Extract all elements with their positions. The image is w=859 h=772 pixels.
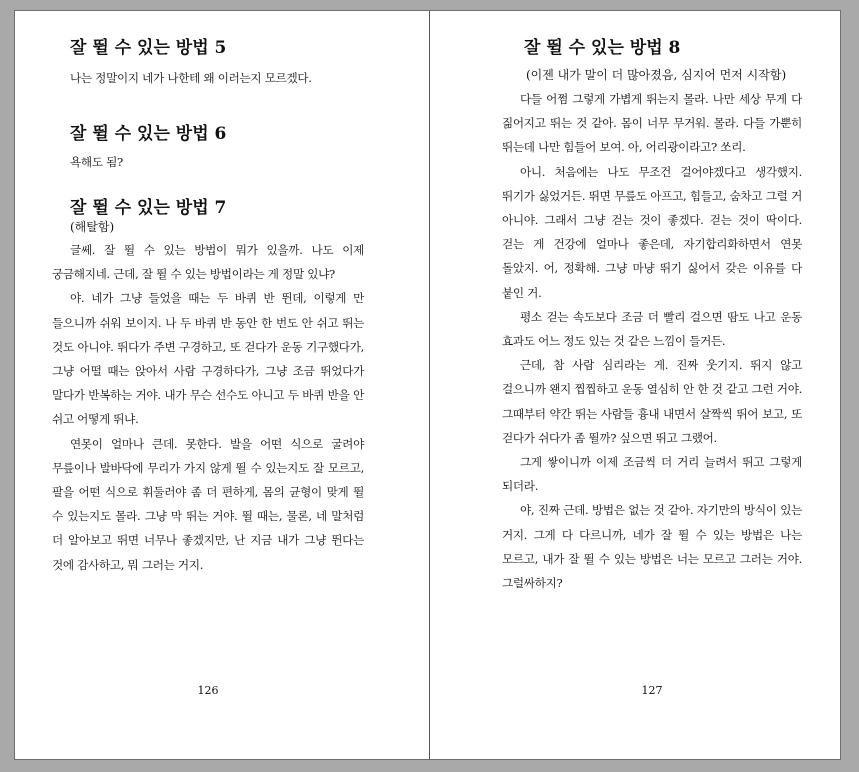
paragraph: 야. 네가 그냥 들었을 때는 두 바퀴 반 뛴데, 이렇게 만 들으니까 쉬워 보이지. 나 두 바퀴 반 동안 한 번도 안 쉬고 뛰는 것도 아니야. 뛰다가 주변 구경하고, 또 걷다가 운동 기구했다가, 그냥 어떨 때는 앉아서 사람 구경하다가, 그냥 조금 뛰었다가 말다가 반복하는 거야. 내가 무슨 선수도 아니고 두 바퀴 반을 안 쉬고 어떻게 뛰냐.: [52, 291, 364, 427]
section-body: [70, 150, 399, 174]
section-heading: 잘 뛸 수 있는 방법 5: [70, 38, 227, 58]
section-heading: 잘 뛸 수 있는 방법 6: [70, 124, 227, 144]
paragraph: 평소 걷는 속도보다 조금 더 빨리 걸으면 땀도 나고 운동 효과도 어느 정도 있는 것 같은 느낌이 들거든.: [502, 309, 802, 349]
paragraph: 나는 정말이지 네가 나한테 왜 이러는지 모르겠다.: [70, 71, 312, 85]
page-gutter: [429, 11, 430, 759]
left-page: [52, 11, 399, 759]
section-note: (해탈함): [70, 220, 115, 234]
right-page: [502, 11, 820, 759]
paragraph: 야, 진짜 근데. 방법은 없는 것 같아. 자기만의 방식이 있는 거지. 그게 다 다르니까, 네가 잘 뛸 수 있는 방법은 나는 모르고, 내가 잘 뛸 수 있는 방법은 너는 모르고 그러는 거야. 그럴싸하지?: [502, 503, 802, 591]
page-number: 127: [641, 684, 663, 697]
book-spread: [14, 10, 841, 760]
section-body: [52, 238, 364, 577]
paragraph: 아니. 처음에는 나도 무조건 걸어야겠다고 생각했지. 뛰기가 싫었거든. 뛰면 무릎도 아프고, 힘들고, 숨차고 그럴 거 아니야. 그래서 그냥 걷는 것이 좋겠다. 걷는 것이 딱이다. 걷는 게 건강에 얼마나 좋은데, 자기합리화하면서 연못 돌았지. 어, 정확해. 그냥 마냥 뛰기 싫어서 갖은 이유를 다 붙인 거.: [502, 164, 802, 300]
section-heading: 잘 뛸 수 있는 방법 7: [70, 198, 227, 218]
paragraph: 그게 쌓이니까 이제 조금씩 더 거리 늘려서 뛰고 그렇게 되더라.: [502, 455, 802, 494]
section-body: [502, 87, 802, 595]
section-heading: 잘 뛸 수 있는 방법 8: [524, 38, 681, 58]
paragraph: 욕해도 됨?: [70, 155, 123, 169]
paragraph: 연못이 얼마나 큰데. 못한다. 발을 어떤 식으로 굴려야 무릎이나 발바닥에 무리가 가지 않게 뛸 수 있는지도 잘 모르고, 팔을 어떤 식으로 휘둘러야 좀 더 편하게, 몸의 균형이 맞게 뛸 수 있는지도 몰라. 그냥 막 뛰는 거야. 뛸 때는, 물론, 네 말처럼 더 알아보고 뛰면 너무나 좋겠지만, 난 지금 내가 그냥 뛴다는 것에 감사하고, 뭐 그러는 거지.: [52, 436, 364, 572]
section-note: (이젠 내가 말이 더 많아졌음, 심지어 먼저 시작함): [526, 68, 787, 82]
paragraph: 근데, 참 사람 심리라는 게. 진짜 웃기지. 뛰지 않고 걸으니까 왠지 찝찝하고 운동 열심히 안 한 것 같고 그런 거야. 그때부터 약간 뛰는 사람들 흉내 내면서 살짝씩 뛰어 보고, 또 걷다가 쉬다가 좀 뛸까? 싶으면 뛰고 그랬어.: [502, 358, 802, 445]
paragraph: 글쎄. 잘 뛸 수 있는 방법이 뭐가 있을까. 나도 이제 궁금해지네. 근데, 잘 뛸 수 있는 방법이라는 게 정말 있냐?: [52, 243, 364, 282]
paragraph: 다들 어쩜 그렇게 가볍게 뛰는지 몰라. 나만 세상 무게 다 짊어지고 뛰는 것 같아. 몸이 너무 무거워. 몰라. 다들 가뿐히 뛰는데 나만 힘들어 보여. 아, 어리광이라고? 쏘리.: [502, 92, 802, 155]
page-number: 126: [197, 684, 219, 697]
section-body: [70, 66, 399, 90]
